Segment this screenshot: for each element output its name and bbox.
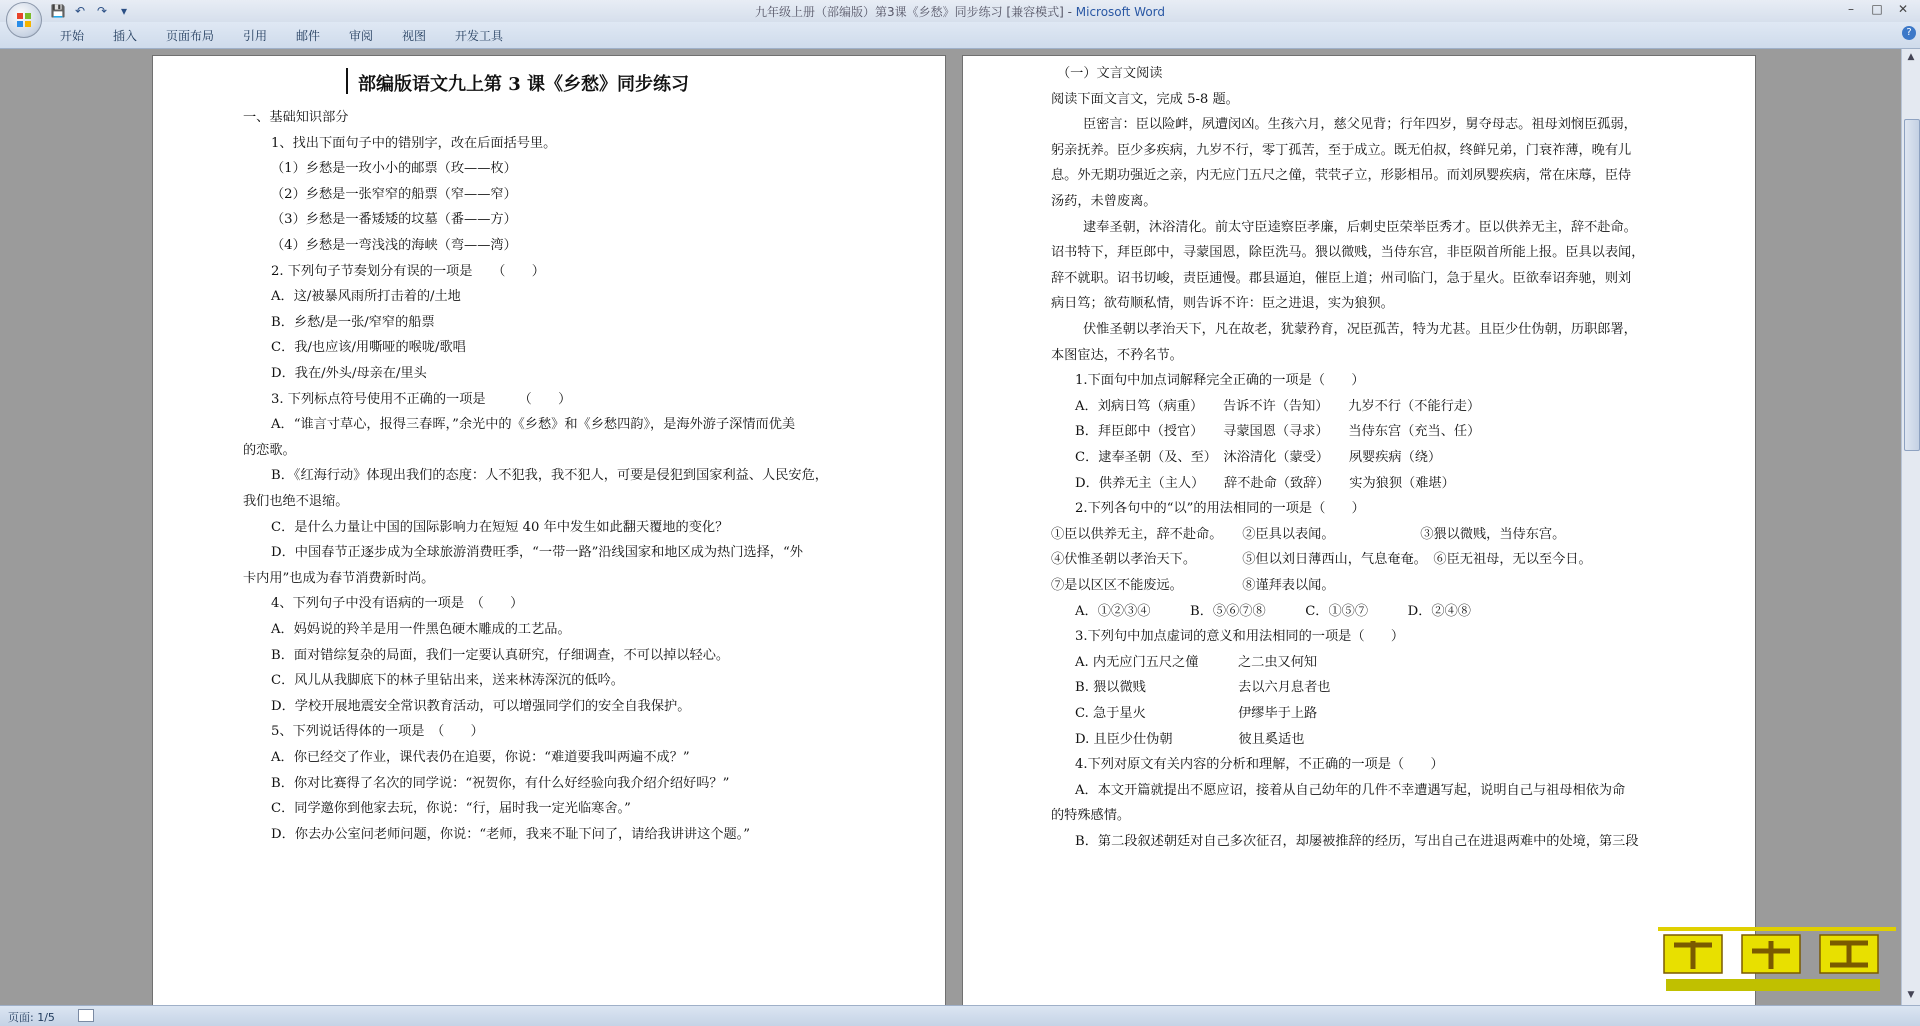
document-paragraph: D．中国春节正逐步成为全球旅游消费旺季，“一带一路”沿线国家和地区成为热门选择，“外 bbox=[271, 545, 803, 561]
document-paragraph: （3）乡愁是一番矮矮的坟墓（番——方） bbox=[271, 212, 517, 228]
document-paragraph: B．第二段叙述朝廷对自己多次征召，却屡被推辞的经历，写出自己在进退两难中的处境，第三段 bbox=[1075, 834, 1639, 849]
document-paragraph: A．①②③④ B．⑤⑥⑦⑧ C．①⑤⑦ D．②④⑧ bbox=[1075, 603, 1471, 619]
status-bar bbox=[0, 1005, 1920, 1026]
document-paragraph: D. 且臣少仕伪朝 彼且奚适也 bbox=[1075, 731, 1305, 747]
document-paragraph: （1）乡愁是一玫小小的邮票（玫——枚） bbox=[271, 161, 517, 177]
document-paragraph: 1.下面句中加点词解释完全正确的一项是（ ） bbox=[1075, 373, 1365, 389]
document-paragraph: 的特殊感情。 bbox=[1051, 808, 1131, 824]
tab-page-layout[interactable]: 页面布局 bbox=[166, 29, 215, 43]
document-paragraph: 阅读下面文言文，完成 5-8 题。 bbox=[1051, 91, 1239, 107]
document-paragraph: 逮奉圣朝，沐浴清化。前太守臣逵察臣孝廉，后刺史臣荣举臣秀才。臣以供养无主，辞不赴命。 bbox=[1083, 219, 1637, 235]
document-paragraph: （一）文言文阅读 bbox=[1057, 66, 1163, 81]
window-title: 九年级上册（部编版）第3课《乡愁》同步练习 [兼容模式] - Microsoft Word bbox=[754, 5, 1166, 19]
document-paragraph: ④伏惟圣朝以孝治天下。 ⑤但以刘日薄西山，气息奄奄。 ⑥臣无祖母，无以至今日。 bbox=[1051, 552, 1592, 568]
watermark-logo bbox=[1650, 921, 1900, 999]
window-controls bbox=[1838, 0, 1916, 18]
tab-home[interactable]: 开始 bbox=[60, 29, 85, 43]
close-icon[interactable]: ✕ bbox=[1897, 2, 1909, 16]
document-paragraph: （4）乡愁是一弯浅浅的海峡（弯——湾） bbox=[271, 238, 517, 253]
document-paragraph: 辞不就职。诏书切峻，责臣逋慢。郡县逼迫，催臣上道；州司临门，急于星火。臣欲奉诏奔驰，则刘 bbox=[1051, 270, 1632, 286]
document-paragraph: 汤药，未曾废离。 bbox=[1051, 194, 1157, 209]
document-paragraph: 躬亲抚养。臣少多疾病，九岁不行，零丁孤苦，至于成立。既无伯叔，终鲜兄弟，门衰祚薄，晚有儿 bbox=[1051, 142, 1632, 158]
document-paragraph: C．我/也应该/用嘶哑的喉咙/歌唱 bbox=[271, 340, 466, 356]
document-paragraph: 我们也绝不退缩。 bbox=[243, 494, 349, 509]
document-paragraph: B．乡愁/是一张/窄窄的船票 bbox=[271, 314, 435, 330]
document-paragraph: C．风儿从我脚底下的林子里钻出来，送来林涛深沉的低吟。 bbox=[271, 673, 624, 689]
document-paragraph: B．你对比赛得了名次的同学说：“祝贺你，有什么好经验向我介绍介绍好吗？” bbox=[271, 775, 730, 791]
redo-icon[interactable]: ↷ bbox=[96, 4, 108, 18]
quick-access-toolbar bbox=[50, 3, 132, 19]
document-paragraph: B．面对错综复杂的局面，我们一定要认真研究，仔细调查，不可以掉以轻心。 bbox=[271, 647, 730, 663]
tab-review[interactable]: 审阅 bbox=[349, 29, 374, 43]
office-button[interactable] bbox=[6, 2, 42, 38]
scrollbar-thumb[interactable] bbox=[1904, 119, 1920, 451]
document-area bbox=[0, 49, 1901, 1005]
document-paragraph: A．妈妈说的羚羊是用一件黑色硬木雕成的工艺品。 bbox=[271, 622, 571, 637]
document-paragraph: 诏书特下，拜臣郎中，寻蒙国恩，除臣洗马。猥以微贱，当侍东宫，非臣陨首所能上报。臣具以表闻， bbox=[1051, 245, 1645, 261]
document-paragraph: 一、基础知识部分 bbox=[243, 110, 349, 125]
document-paragraph: D．你去办公室问老师问题，你说：“老师，我来不耻下问了，请给我讲讲这个题。” bbox=[271, 826, 751, 842]
office-logo-icon bbox=[16, 12, 32, 28]
document-paragraph: D．供养无主（主人） 辞不赴命（致辞） 实为狼狈（难堪） bbox=[1075, 475, 1455, 491]
document-paragraph: B. 猥以微贱 去以六月息者也 bbox=[1075, 680, 1331, 696]
document-paragraph: C. 急于星火 伊缪毕于上路 bbox=[1075, 706, 1318, 721]
document-paragraph: 臣密言：臣以险衅，夙遭闵凶。生孩六月，慈父见背；行年四岁，舅夺母志。祖母刘悯臣孤弱， bbox=[1083, 117, 1637, 133]
document-paragraph: 3.下列句中加点虚词的意义和用法相同的一项是（ ） bbox=[1075, 629, 1405, 645]
document-paragraph: 4、下列句子中没有语病的一项是 （ ） bbox=[271, 596, 524, 612]
document-paragraph: D．学校开展地震安全常识教育活动，可以增强同学们的安全自我保护。 bbox=[271, 698, 691, 714]
title-bar bbox=[0, 0, 1920, 22]
document-title: 部编版语文九上第 3 课《乡愁》同步练习 bbox=[358, 74, 690, 95]
document-paragraph: 2.下列各句中的“以”的用法相同的一项是（ ） bbox=[1075, 501, 1365, 517]
document-paragraph: A．刘病日笃（病重） 告诉不许（告知） 九岁不行（不能行走） bbox=[1075, 398, 1481, 414]
document-paragraph: C．是什么力量让中国的国际影响力在短短 40 年中发生如此翻天覆地的变化？ bbox=[271, 519, 729, 535]
minimize-icon[interactable]: – bbox=[1848, 2, 1854, 16]
tab-mailings[interactable]: 邮件 bbox=[296, 29, 321, 43]
document-paragraph: A．你已经交了作业，课代表仍在追要，你说：“难道要我叫两遍不成？” bbox=[271, 750, 690, 765]
document-page-2 bbox=[962, 55, 1756, 1005]
customize-qat-icon[interactable]: ▾ bbox=[120, 4, 128, 18]
document-paragraph: 1、找出下面句子中的错别字，改在后面括号里。 bbox=[271, 135, 557, 151]
document-paragraph: 2. 下列句子节奏划分有误的一项是 （ ） bbox=[271, 263, 545, 279]
scroll-up-icon[interactable]: ▲ bbox=[1907, 52, 1915, 62]
undo-icon[interactable]: ↶ bbox=[74, 4, 86, 18]
tab-references[interactable]: 引用 bbox=[243, 29, 268, 43]
document-paragraph: A．这/被暴风雨所打击着的/土地 bbox=[271, 289, 461, 305]
document-paragraph: 卡内用”也成为春节消费新时尚。 bbox=[243, 570, 435, 586]
document-paragraph: 伏惟圣朝以孝治天下，凡在故老，犹蒙矜育，况臣孤苦，特为尤甚。且臣少仕伪朝，历职郎署， bbox=[1083, 322, 1637, 337]
document-paragraph: 5、下列说话得体的一项是 （ ） bbox=[271, 724, 484, 740]
document-paragraph: 3. 下列标点符号使用不正确的一项是 （ ） bbox=[271, 391, 572, 407]
tab-view[interactable]: 视图 bbox=[402, 29, 427, 43]
document-paragraph: 4.下列对原文有关内容的分析和理解，不正确的一项是（ ） bbox=[1075, 757, 1444, 773]
maximize-icon[interactable]: □ bbox=[1871, 2, 1883, 16]
text-cursor bbox=[346, 68, 348, 94]
proofing-icon[interactable] bbox=[78, 1009, 94, 1022]
ribbon-tabs bbox=[0, 22, 1920, 49]
tab-developer[interactable]: 开发工具 bbox=[455, 29, 504, 43]
document-paragraph: 息。外无期功强近之亲，内无应门五尺之僮，茕茕孑立，形影相吊。而刘夙婴疾病，常在床蓐，臣侍 bbox=[1051, 168, 1632, 184]
page-count[interactable]: 页面: 1/5 bbox=[8, 1011, 55, 1024]
document-paragraph: ⑦是以区区不能废远。 ⑧谨拜表以闻。 bbox=[1051, 578, 1335, 593]
document-paragraph: A．“谁言寸草心，报得三春晖，”余光中的《乡愁》和《乡愁四韵》，是海外游子深情而优美 bbox=[271, 417, 796, 433]
scroll-down-icon[interactable]: ▼ bbox=[1907, 990, 1915, 1000]
vertical-scrollbar[interactable] bbox=[1901, 49, 1920, 1005]
help-icon[interactable]: ? bbox=[1902, 26, 1916, 40]
document-paragraph: A. 内无应门五尺之僮 之二虫又何知 bbox=[1075, 654, 1318, 670]
tab-insert[interactable]: 插入 bbox=[113, 29, 138, 43]
document-paragraph: B．《红海行动》体现出我们的态度：人不犯我，我不犯人，可要是侵犯到国家利益、人民安危， bbox=[271, 468, 828, 484]
document-paragraph: 本图宦达，不矜名节。 bbox=[1051, 347, 1183, 363]
document-paragraph: ①臣以供养无主，辞不赴命。 ②臣具以表闻。 ③猥以微贱，当侍东宫。 bbox=[1051, 526, 1566, 542]
document-paragraph: B．拜臣郎中（授官） 寻蒙国恩（寻求） 当侍东宫（充当、任） bbox=[1075, 424, 1481, 440]
document-paragraph: A．本文开篇就提出不愿应诏，接着从自己幼年的几件不幸遭遇写起，说明自己与祖母相依为命 bbox=[1075, 782, 1626, 798]
document-paragraph: 的恋歌。 bbox=[243, 442, 296, 458]
document-paragraph: C．同学邀你到他家去玩，你说：“行，届时我一定光临寒舍。” bbox=[271, 801, 631, 817]
document-paragraph: （2）乡愁是一张窄窄的船票（窄——窄） bbox=[271, 186, 517, 202]
document-paragraph: D．我在/外头/母亲在/里头 bbox=[271, 366, 427, 381]
save-icon[interactable]: 💾 bbox=[50, 4, 66, 18]
document-paragraph: 病日笃；欲苟顺私情，则告诉不许：臣之进退，实为狼狈。 bbox=[1051, 296, 1394, 312]
document-page-1 bbox=[152, 55, 946, 1005]
document-paragraph: C．逮奉圣朝（及、至） 沐浴清化（蒙受） 夙婴疾病（绕） bbox=[1075, 450, 1442, 465]
